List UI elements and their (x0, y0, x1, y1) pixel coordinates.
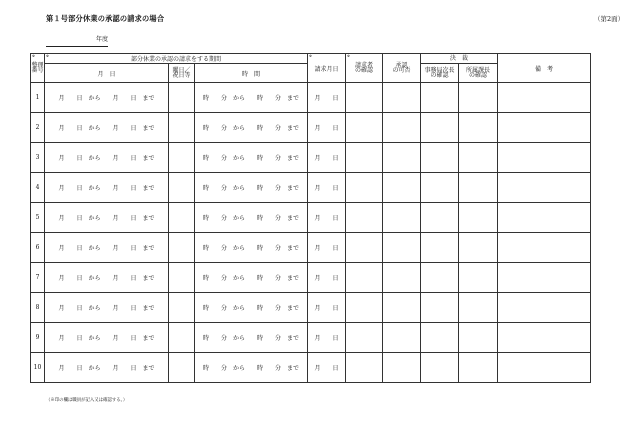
footer-note: （※印の欄は職員が記入又は確認する。） (46, 398, 128, 403)
approval-cell[interactable] (383, 83, 421, 113)
time-range-cell[interactable]: 時 分 から 時 分 まで (195, 83, 308, 113)
remarks-cell[interactable] (498, 173, 591, 203)
form-title: 第１号部分休業の承認の請求の場合 (46, 14, 165, 23)
weekday-cell[interactable] (169, 173, 195, 203)
year-field[interactable] (46, 34, 108, 47)
request-date-cell[interactable]: 月 日 (308, 143, 346, 173)
header-decision-group: 決 裁 (421, 54, 498, 64)
weekday-cell[interactable] (169, 263, 195, 293)
header-requester-check: ※ 請求者 の確認 (346, 54, 383, 83)
approval-cell[interactable] (383, 293, 421, 323)
date-range-cell[interactable]: 月 日 から 月 日 まで (45, 263, 169, 293)
weekday-cell[interactable] (169, 323, 195, 353)
header-remarks: 備 考 (498, 54, 591, 83)
remarks-cell[interactable] (498, 293, 591, 323)
requester-check-cell[interactable] (346, 173, 383, 203)
weekday-cell[interactable] (169, 113, 195, 143)
requester-check-cell[interactable] (346, 263, 383, 293)
requester-check-cell[interactable] (346, 203, 383, 233)
table-row (31, 143, 591, 173)
date-range-cell[interactable]: 月 日 から 月 日 まで (45, 173, 169, 203)
requester-check-cell[interactable] (346, 353, 383, 383)
remarks-cell[interactable] (498, 203, 591, 233)
row-number: 4 (31, 173, 45, 203)
row-number: 9 (31, 323, 45, 353)
row-number: 8 (31, 293, 45, 323)
approval-cell[interactable] (383, 173, 421, 203)
date-range-cell[interactable]: 月 日 から 月 日 まで (45, 203, 169, 233)
date-range-cell[interactable]: 月 日 から 月 日 まで (45, 323, 169, 353)
header-section-head: 所属課長 の確認 (459, 64, 498, 83)
remarks-cell[interactable] (498, 353, 591, 383)
section-head-cell[interactable] (459, 263, 498, 293)
office-head-cell[interactable] (421, 323, 459, 353)
request-date-cell[interactable]: 月 日 (308, 293, 346, 323)
office-head-cell[interactable] (421, 143, 459, 173)
table-row (31, 323, 591, 353)
row-number: 10 (31, 353, 45, 383)
leave-request-table (30, 53, 591, 383)
header-weekday: 曜日／ 祝日等 (169, 64, 195, 83)
date-range-cell[interactable]: 月 日 から 月 日 まで (45, 293, 169, 323)
section-head-cell[interactable] (459, 353, 498, 383)
header-request-date: ※ 請求月日 (308, 54, 346, 83)
office-head-cell[interactable] (421, 293, 459, 323)
section-head-cell[interactable] (459, 173, 498, 203)
weekday-cell[interactable] (169, 353, 195, 383)
request-date-cell[interactable]: 月 日 (308, 323, 346, 353)
row-number: 5 (31, 203, 45, 233)
page-label: （第2面） (594, 15, 625, 23)
table-row (31, 233, 591, 263)
time-range-cell[interactable]: 時 分 から 時 分 まで (195, 173, 308, 203)
section-head-cell[interactable] (459, 113, 498, 143)
time-range-cell[interactable]: 時 分 から 時 分 まで (195, 293, 308, 323)
request-date-cell[interactable]: 月 日 (308, 83, 346, 113)
office-head-cell[interactable] (421, 203, 459, 233)
section-head-cell[interactable] (459, 293, 498, 323)
date-range-cell[interactable]: 月 日 から 月 日 まで (45, 113, 169, 143)
remarks-cell[interactable] (498, 113, 591, 143)
approval-cell[interactable] (383, 113, 421, 143)
header-approval: 承認 の可否 (383, 54, 421, 83)
office-head-cell[interactable] (421, 263, 459, 293)
request-date-cell[interactable]: 月 日 (308, 233, 346, 263)
weekday-cell[interactable] (169, 203, 195, 233)
weekday-cell[interactable] (169, 143, 195, 173)
row-number: 1 (31, 83, 45, 113)
row-number: 2 (31, 113, 45, 143)
header-row-number: ※ 整理 番号 (31, 54, 45, 83)
table-row (31, 203, 591, 233)
remarks-cell[interactable] (498, 143, 591, 173)
time-range-cell[interactable]: 時 分 から 時 分 まで (195, 263, 308, 293)
header-office-head: 事務局次長 の確認 (421, 64, 459, 83)
time-range-cell[interactable]: 時 分 から 時 分 まで (195, 233, 308, 263)
row-number: 6 (31, 233, 45, 263)
weekday-cell[interactable] (169, 293, 195, 323)
time-range-cell[interactable]: 時 分 から 時 分 まで (195, 353, 308, 383)
remarks-cell[interactable] (498, 83, 591, 113)
remarks-cell[interactable] (498, 323, 591, 353)
date-range-cell[interactable]: 月 日 から 月 日 まで (45, 233, 169, 263)
remarks-cell[interactable] (498, 263, 591, 293)
approval-cell[interactable] (383, 233, 421, 263)
table-row (31, 173, 591, 203)
header-date: 月 日 (45, 64, 169, 83)
office-head-cell[interactable] (421, 353, 459, 383)
date-range-cell[interactable]: 月 日 から 月 日 まで (45, 353, 169, 383)
office-head-cell[interactable] (421, 83, 459, 113)
time-range-cell[interactable]: 時 分 から 時 分 まで (195, 113, 308, 143)
approval-cell[interactable] (383, 263, 421, 293)
approval-cell[interactable] (383, 143, 421, 173)
request-date-cell[interactable]: 月 日 (308, 353, 346, 383)
requester-check-cell[interactable] (346, 83, 383, 113)
requester-check-cell[interactable] (346, 323, 383, 353)
request-date-cell[interactable]: 月 日 (308, 203, 346, 233)
approval-cell[interactable] (383, 203, 421, 233)
table-row (31, 83, 591, 113)
office-head-cell[interactable] (421, 113, 459, 143)
requester-check-cell[interactable] (346, 293, 383, 323)
request-date-cell[interactable]: 月 日 (308, 113, 346, 143)
header-period-group: ※ 部分休業の承認の請求をする期間 (45, 54, 308, 64)
year-label: 年度 (95, 36, 108, 43)
remarks-cell[interactable] (498, 233, 591, 263)
requester-check-cell[interactable] (346, 233, 383, 263)
section-head-cell[interactable] (459, 323, 498, 353)
section-head-cell[interactable] (459, 83, 498, 113)
office-head-cell[interactable] (421, 173, 459, 203)
time-range-cell[interactable]: 時 分 から 時 分 まで (195, 323, 308, 353)
section-head-cell[interactable] (459, 233, 498, 263)
table-row (31, 353, 591, 383)
section-head-cell[interactable] (459, 203, 498, 233)
request-date-cell[interactable]: 月 日 (308, 263, 346, 293)
section-head-cell[interactable] (459, 143, 498, 173)
approval-cell[interactable] (383, 353, 421, 383)
weekday-cell[interactable] (169, 233, 195, 263)
row-number: 3 (31, 143, 45, 173)
time-range-cell[interactable]: 時 分 から 時 分 まで (195, 203, 308, 233)
date-range-cell[interactable]: 月 日 から 月 日 まで (45, 83, 169, 113)
date-range-cell[interactable]: 月 日 から 月 日 まで (45, 143, 169, 173)
requester-check-cell[interactable] (346, 113, 383, 143)
header-time: 時 間 (195, 64, 308, 83)
office-head-cell[interactable] (421, 233, 459, 263)
approval-cell[interactable] (383, 323, 421, 353)
time-range-cell[interactable]: 時 分 から 時 分 まで (195, 143, 308, 173)
table-row (31, 113, 591, 143)
requester-check-cell[interactable] (346, 143, 383, 173)
table-row (31, 293, 591, 323)
request-date-cell[interactable]: 月 日 (308, 173, 346, 203)
weekday-cell[interactable] (169, 83, 195, 113)
table-row (31, 263, 591, 293)
row-number: 7 (31, 263, 45, 293)
